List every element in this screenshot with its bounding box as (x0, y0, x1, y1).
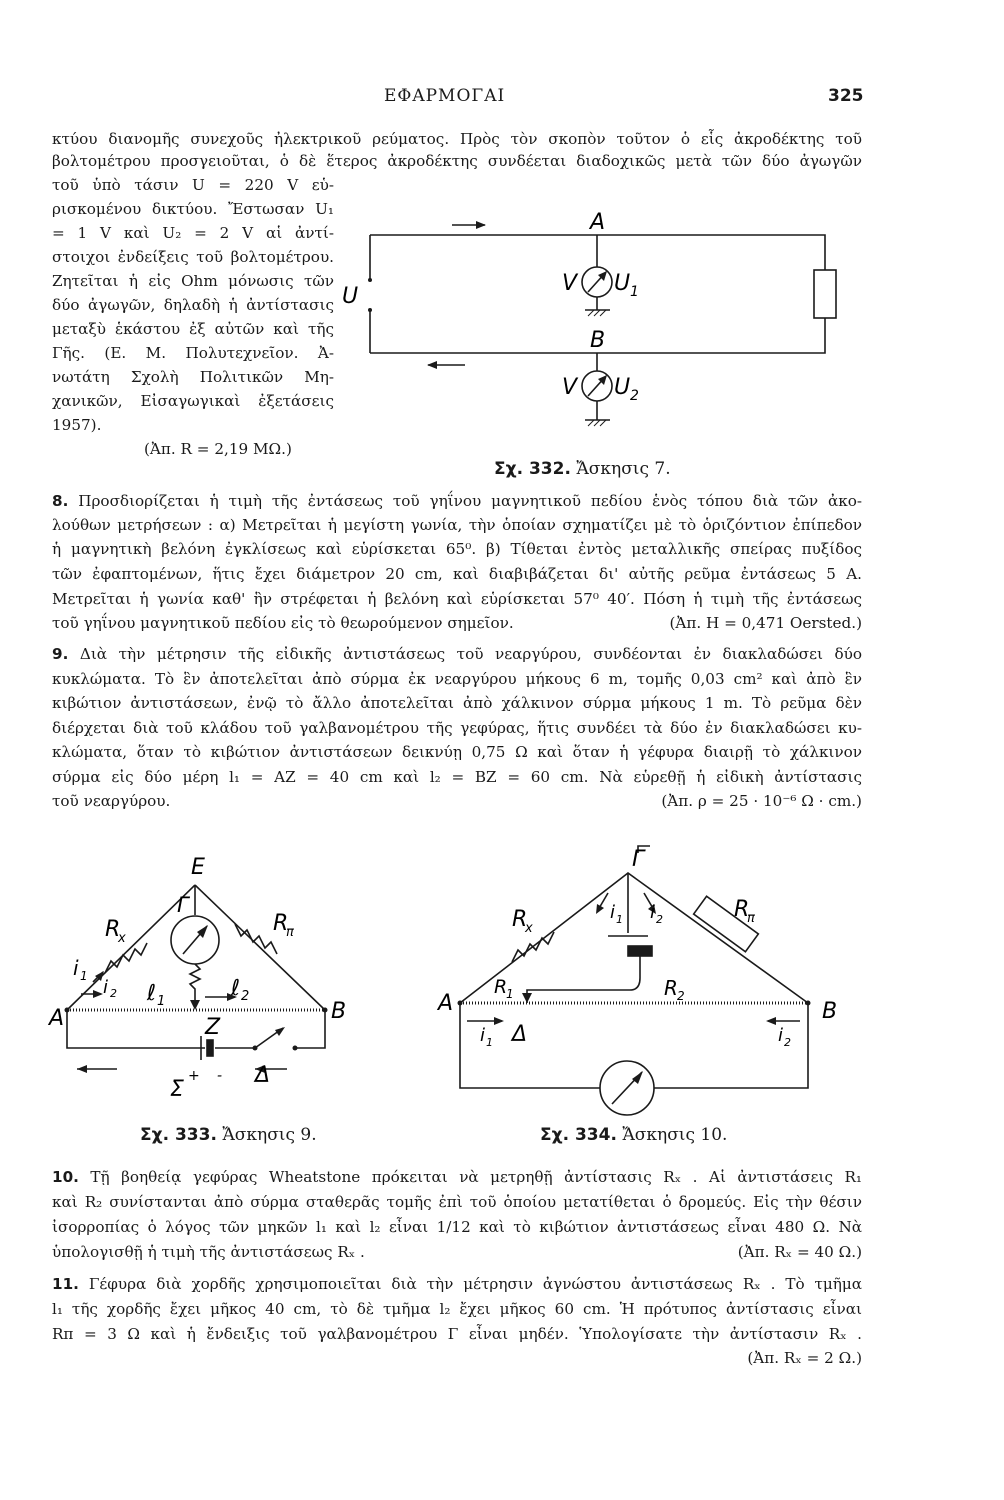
exercise-number: 11. (52, 1275, 79, 1293)
text-line: νωτάτη Σχολὴ Πολιτικῶν Μη- (52, 368, 334, 386)
label-V1: V (562, 271, 578, 296)
text-span: Γέφυρα διὰ χορδῆς χρησιμοποιεῖται διὰ τὴν μέτρησιν ἀγνώστου ἀντιστάσεως Rₓ . Τὸ τμῆμα (88, 1275, 863, 1293)
label-R1-sub: 1 (506, 987, 514, 1001)
figure-333-caption (140, 1125, 317, 1145)
caption-text: Ἄσκησις 9. (222, 1125, 317, 1145)
label-Z: Z (205, 1015, 221, 1040)
label-i2-bottom-sub: 2 (784, 1036, 791, 1049)
label-Rp-sub: π (747, 911, 755, 926)
label-R1: R (494, 976, 508, 998)
label-i1: i (610, 902, 616, 923)
label-U1-sub: 1 (630, 284, 639, 300)
text-line: κυκλώματα. Τὸ ἓν ἀποτελεῖται ἀπὸ σύρμα ἐκ νεαργύρου μήκους 6 m, τομῆς 0,03 cm² καὶ ἀπὸ ἓν (52, 670, 862, 688)
label-D: Δ (512, 1022, 528, 1047)
label-l1-sub: 1 (157, 994, 166, 1009)
label-S: Σ (170, 1077, 184, 1102)
label-U2: U (614, 375, 631, 400)
text-line: τοῦ γηΐνου μαγνητικοῦ πεδίου εἰς τὸ θεωρούμενον σημεῖον. (52, 614, 514, 632)
label-Rp: R (273, 911, 289, 936)
text-line: ρισκομένου δικτύου. Ἔστωσαν U₁ (52, 200, 334, 218)
text-line: l₁ τῆς χορδῆς ἔχει μῆκος 40 cm, τὸ δὲ τμῆμα l₂ ἔχει μῆκος 60 cm. Ἡ πρότυπος ἀντίστασις εἶναι (52, 1300, 862, 1318)
label-D: Δ (255, 1063, 271, 1088)
text-span: Προσδιορίζεται ἡ τιμὴ τῆς ἐντάσεως τοῦ γηΐνου μαγνητικοῦ πεδίου ἑνὸς τόπου διὰ τῶν ἀκο- (78, 492, 862, 510)
text-line: ὑπολογισθῇ ἡ τιμὴ τῆς ἀντιστάσεως Rₓ . (52, 1243, 365, 1261)
label-R2-sub: 2 (677, 989, 685, 1003)
text-line: Ζητεῖται ἡ εἰς Ohm μόνωσις τῶν (52, 272, 334, 290)
text-line (52, 490, 862, 512)
label-U2-sub: 2 (630, 388, 639, 404)
caption-text: Ἄσκησις 10. (622, 1125, 728, 1145)
caption-number: Σχ. 333. (140, 1125, 217, 1145)
label-B: B (822, 999, 838, 1024)
running-header: ΕΦΑΡΜΟΓΑΙ (384, 86, 506, 106)
label-B: B (590, 328, 606, 353)
answer: (Ἀπ. Rₓ = 40 Ω.) (737, 1243, 862, 1261)
figure-332 (330, 185, 840, 445)
text-line: μεταξὺ ἑκάστου ἐξ αὐτῶν καὶ τῆς (52, 320, 334, 338)
answer: (Ἀπ. ρ = 25 · 10⁻⁶ Ω · cm.) (661, 792, 862, 810)
label-A: A (438, 991, 454, 1016)
label-Rp-sub: π (286, 925, 294, 940)
label-l2-sub: 2 (241, 989, 250, 1004)
answer: (Ἀπ. H = 0,471 Oersted.) (669, 614, 862, 632)
label-U: U (342, 284, 359, 309)
label-Rx-sub: x (118, 931, 126, 946)
label-G: Γ (632, 847, 645, 872)
text-line: ἰσορροπίας ὁ λόγος τῶν μηκῶν l₁ καὶ l₂ εἶναι 1/12 καὶ τὸ κιβώτιον ἀντιστάσεως εἶναι 480 Ω. Νὰ (52, 1218, 862, 1236)
text-line: κιβώτιον ἀντιστάσεων, ἐνῷ τὸ ἄλλο ἀποτελεῖται ἀπὸ χάλκινον σύρμα μήκους 1 m. Τὸ ρεῦμα δὲν (52, 694, 862, 712)
label-Rx: R (512, 907, 528, 932)
label-i2-sub: 2 (656, 913, 663, 926)
label-A: A (590, 210, 606, 235)
page-number: 325 (828, 86, 864, 106)
text-span: Τῇ βοηθείᾳ γεφύρας Wheatstone πρόκειται νὰ μετρηθῇ ἀντίστασις Rₓ . Αἱ ἀντιστάσεις R₁ (90, 1168, 862, 1186)
text-line: καὶ R₂ συνίστανται ἀπὸ σύρμα σταθερᾶς τομῆς ἐπὶ τοῦ ὁποίου μετατίθεται ὁ δρομεύς. Εἰς τὴν θέσιν (52, 1193, 862, 1211)
text-line (52, 1273, 862, 1295)
resistor-box (814, 270, 836, 318)
text-line: Rπ = 3 Ω καὶ ἡ ἔνδειξις τοῦ γαλβανομέτρου Γ εἶναι μηδέν. Ὑπολογίσατε τὴν ἀντίστασιν Rₓ . (52, 1325, 862, 1343)
label-l1: ℓ (147, 981, 157, 1006)
text-span: Διὰ τὴν μέτρησιν τῆς εἰδικῆς ἀντιστάσεως τοῦ νεαργύρου, συνδέονται ἐν διακλαδώσει δύο (79, 645, 863, 663)
label-minus: - (217, 1068, 223, 1084)
label-i2: i (103, 977, 109, 998)
label-i2-bottom: i (778, 1025, 784, 1046)
resistor-Rx (105, 943, 147, 973)
text-line: βολτομέτρου προσγειοῦται, ὁ δὲ ἕτερος ἀκροδέκτης συνδέεται διαδοχικῶς μετὰ τῶν δύο ἀγωγῶν (52, 152, 862, 170)
exercise-number: 10. (52, 1168, 79, 1186)
text-line: = 1 V καὶ U₂ = 2 V αἱ ἀντί- (52, 224, 334, 242)
label-i1: i (73, 956, 79, 980)
text-line: 1957). (52, 416, 102, 434)
text-line: κλώματα, ὅταν τὸ κιβώτιον ἀντιστάσεων δεικνύῃ 0,75 Ω καὶ ὅταν ἡ γέφυρα διαιρῇ τὸ χάλκινον (52, 743, 862, 761)
label-i2-sub: 2 (110, 987, 117, 1000)
label-U1: U (614, 271, 631, 296)
label-Rp: R (734, 897, 750, 922)
label-plus: + (188, 1068, 200, 1084)
figure-334 (432, 838, 852, 1128)
caption-number: Σχ. 332. (494, 459, 571, 479)
text-line: στοιχοι ἐνδείξεις τοῦ βολτομέτρου. (52, 248, 334, 266)
text-line: ἡ μαγνητικὴ βελόνη ἐγκλίσεως καὶ εὑρίσκεται 65⁰. β) Τίθεται ἐντὸς μεταλλικῆς σπείρας πυξίδος (52, 540, 862, 558)
text-line: τῶν ἐφαπτομένων, ἥτις ἔχει διάμετρον 20 cm, καὶ διαβιβάζεται δι' αὐτῆς ρεῦμα ἐντάσεως 5 A. (52, 565, 862, 583)
caption-text: Ἄσκησις 7. (576, 459, 671, 479)
exercise-number: 9. (52, 645, 69, 663)
label-G: Γ (177, 893, 189, 917)
text-line: χανικῶν, Εἰσαγωγικαὶ ἐξετάσεις (52, 392, 334, 410)
text-line: Γῆς. (Ε. Μ. Πολυτεχνεῖον. Ἀ- (52, 344, 334, 362)
label-i1-bottom-sub: 1 (486, 1036, 493, 1049)
figure-334-caption (540, 1125, 727, 1145)
caption-number: Σχ. 334. (540, 1125, 617, 1145)
label-i2: i (650, 902, 656, 923)
label-V2: V (562, 375, 578, 400)
text-line: Μετρεῖται ἡ γωνία καθ' ἣν στρέφεται ἡ βελόνη καὶ εὑρίσκεται 57⁰ 40′. Πόση ἡ τιμὴ τῆς ἐντάσεως (52, 590, 862, 608)
text-line: δύο ἀγωγῶν, δηλαδὴ ἡ ἀντίστασις (52, 296, 334, 314)
text-line: λούθων μετρήσεων : α) Μετρεῖται ἡ μεγίστη γωνία, τὴν ὁποίαν σχηματίζει μὲ τὸ ὁριζόντιον ἐπίπεδον (52, 516, 862, 534)
label-E: E (191, 855, 205, 880)
text-line: διέρχεται διὰ τοῦ κλάδου τοῦ γαλβανομέτρου τῆς γεφύρας, ἥτις συνδέει τὰ δύο ἐν διακλαδώσει κυ- (52, 719, 862, 737)
label-i1-bottom: i (480, 1025, 486, 1046)
label-Rx-sub: x (525, 921, 533, 936)
text-line: τοῦ νεαργύρου. (52, 792, 171, 810)
text-line: κτύου διανομῆς συνεχοῦς ἠλεκτρικοῦ ρεύματος. Πρὸς τὸν σκοπὸν τοῦτον ὁ εἷς ἀκροδέκτης τοῦ (52, 130, 862, 148)
battery-loop (67, 1010, 325, 1048)
text-line: σύρμα εἰς δύο μέρη l₁ = AZ = 40 cm καὶ l₂ = BZ = 60 cm. Νὰ εὑρεθῇ ἡ εἰδικὴ ἀντίστασις (52, 768, 862, 786)
text-line (52, 643, 862, 665)
text-line (52, 1166, 862, 1188)
figure-333 (49, 850, 365, 1120)
answer: (Ἀπ. Rₓ = 2 Ω.) (747, 1349, 862, 1367)
text-line: τοῦ ὑπὸ τάσιν U = 220 V εὑ- (52, 176, 334, 194)
exercise-number: 8. (52, 492, 69, 510)
label-Rx: R (105, 917, 121, 942)
label-R2: R (664, 976, 678, 1000)
label-i1-sub: 1 (616, 913, 623, 926)
label-i1-sub: 1 (80, 969, 88, 983)
label-A: A (49, 1006, 65, 1031)
label-l2: ℓ (231, 976, 241, 1001)
figure-332-caption (494, 459, 671, 479)
answer: (Ἀπ. R = 2,19 MΩ.) (144, 440, 292, 458)
label-B: B (331, 999, 347, 1024)
